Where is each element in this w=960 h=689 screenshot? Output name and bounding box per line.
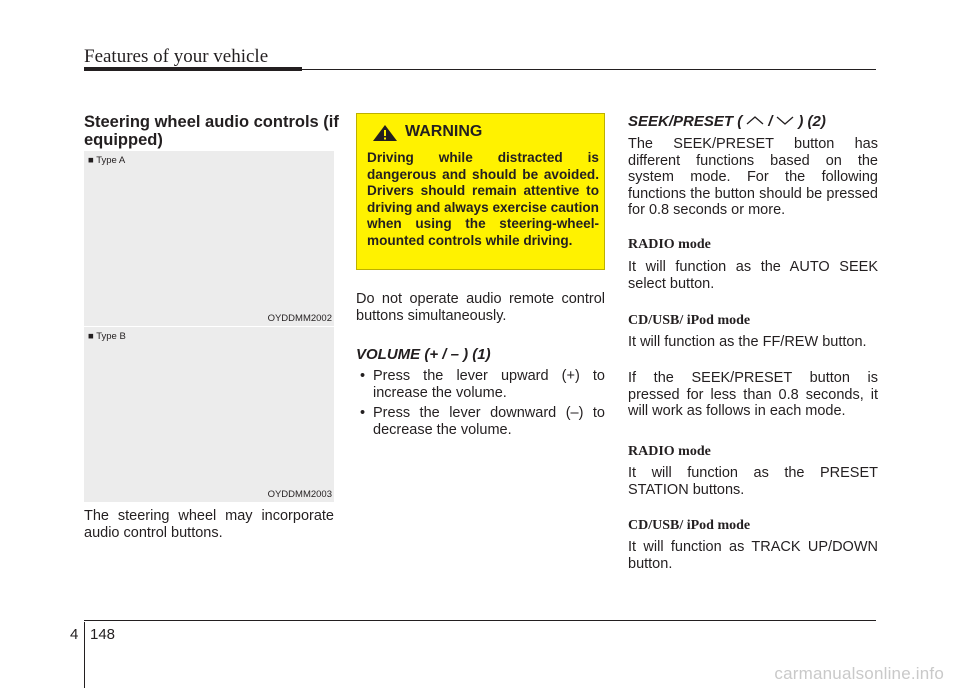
chevron-up-icon (744, 114, 766, 126)
figure-type-b (84, 327, 334, 502)
chapter-number: 4 (70, 626, 79, 643)
watermark: carmanualsonline.info (774, 664, 944, 683)
warning-text: Driving while distracted is dangerous and should be avoided. Drivers should remain attentive to driving and always exercise caution when using the steering-wheel-mounted controls while driving. (367, 150, 599, 248)
seek-heading-suffix: ) (2) (798, 113, 826, 130)
header-rule-thick (84, 67, 302, 71)
page-header-title: Features of your vehicle (84, 46, 269, 67)
cd-mode-heading-2: CD/USB/ iPod mode (628, 518, 751, 533)
warning-title: WARNING (405, 123, 483, 140)
figure-type-a (84, 151, 334, 326)
footer-divider (84, 622, 85, 688)
seek-heading-prefix: SEEK/PRESET ( (628, 113, 743, 130)
cd-mode-heading-1: CD/USB/ iPod mode (628, 313, 751, 328)
figure-b-label: ■ Type B (88, 331, 126, 342)
figure-b-code: OYDDMM2003 (267, 489, 332, 500)
footer-rule (84, 620, 876, 621)
seek-heading (628, 113, 826, 130)
volume-bullet-list (356, 368, 605, 438)
warning-triangle-icon (371, 124, 399, 142)
figure-a-code: OYDDMM2002 (267, 313, 332, 324)
simultaneous-note: Do not operate audio remote control buttons simultaneously. (356, 291, 605, 324)
radio-mode-heading-2: RADIO mode (628, 444, 711, 459)
header-rule-thin (302, 69, 876, 70)
figure-a-label: ■ Type A (88, 155, 126, 166)
warning-box (356, 113, 605, 270)
radio-mode-text-2: It will function as the PRESET STATION buttons. (628, 465, 878, 498)
list-item: • Press the lever upward (+) to increase the volume. (356, 368, 605, 401)
section-heading: Steering wheel audio controls (if equipped) (84, 113, 339, 149)
radio-mode-text-1: It will function as the AUTO SEEK select button. (628, 259, 878, 292)
page-number: 148 (90, 626, 116, 643)
list-item: • Press the lever downward (–) to decrease the volume. (356, 405, 605, 438)
volume-heading: VOLUME (+ / – ) (1) (356, 346, 491, 363)
intro-text: The steering wheel may incorporate audio control buttons. (84, 508, 334, 541)
cd-mode-text-1: It will function as the FF/REW button. (628, 334, 867, 350)
cd-mode-text-2: It will function as TRACK UP/DOWN button. (628, 539, 878, 572)
seek-heading-slash: / (768, 113, 773, 130)
radio-mode-heading-1: RADIO mode (628, 237, 711, 252)
short-press-text: If the SEEK/PRESET button is pressed for less than 0.8 seconds, it will work as follows in each mode. (628, 370, 878, 419)
seek-description: The SEEK/PRESET button has different functions based on the system mode. For the following functions the button should be pressed for 0.8 seconds or more. (628, 136, 878, 218)
chevron-down-icon (774, 114, 796, 126)
